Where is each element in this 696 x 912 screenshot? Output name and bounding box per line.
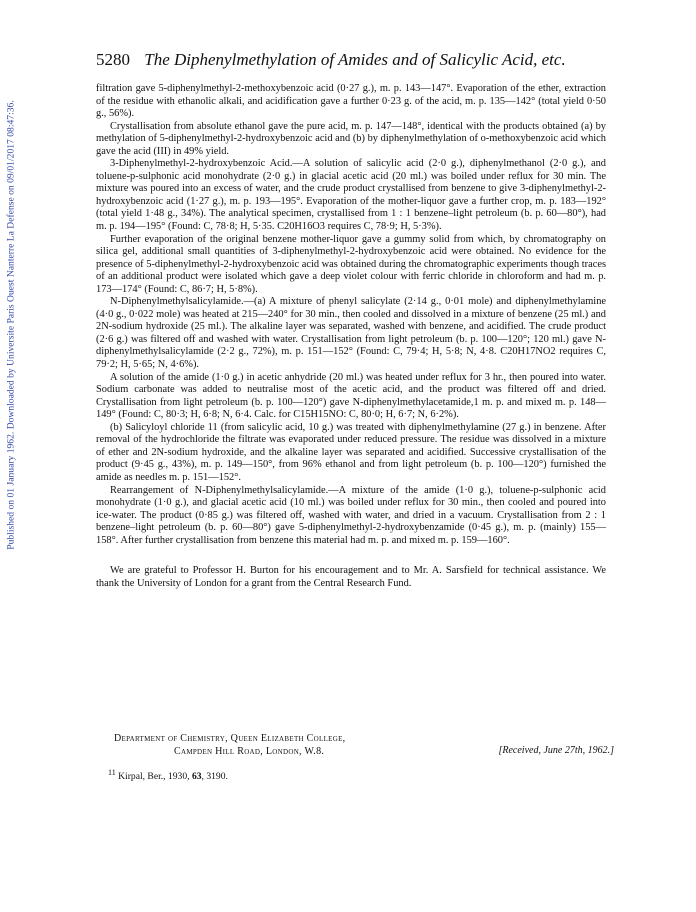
affiliation-line-2: Campden Hill Road, London, W.8. — [174, 745, 325, 757]
paragraph-3: 3-Diphenylmethyl-2-hydroxybenzoic Acid.—A solution of salicylic acid (2·0 g.), diphenylmethanol (2·0 g.), and toluene-p-sulphonic acid monohydrate (2·0 g.) in glacial acetic acid (20 ml.) was boiled under reflux for 30 min. The mixture was poured into an excess of water, and the crude product crystallised from benzene to give 3-diphenylmethyl-2-hydroxybenzoic acid (1·27 g.), m. p. 193—195°. Evaporation of the mother-liquor gave a further crop, m. p. 183—192° (total yield 1·48 g., 34%). The analytical specimen, crystallised from 1 : 1 benzene–light petroleum (b. p. 60—80°), had m. p. 194—195° (Found: C, 78·8; H, 5·35. C20H16O3 requires C, 78·9; H, 5·3%). — [96, 158, 606, 233]
running-title: The Diphenylmethylation of Amides and of Salicylic Acid, etc. — [144, 50, 566, 69]
paragraph-7: (b) Salicyloyl chloride 11 (from salicylic acid, 10 g.) was treated with diphenylmethylamine (27 g.) in benzene. After removal of the hydrochloride the filtrate was evaporated under reduced pressure. The residue was dissolved in a mixture of ether and 2N-sodium hydroxide, and the alkaline layer was separated and acidified. Successive crystallisation of the product (9·45 g., 43%), m. p. 149—150°, from 96% ethanol and from light petroleum (b. p. 100—120°) furnished the amide as needles m. p. 151—152°. — [96, 421, 606, 483]
paragraph-6: A solution of the amide (1·0 g.) in acetic anhydride (20 ml.) was heated under reflux for 3 hr., then poured into water. Sodium carbonate was added to neutralise most of the acetic acid, and the product was filtered off and dried. Crystallisation from light petroleum (b. p. 100—120°) gave N-diphenylmethylacetamide,1 m. p. and mixed m. p. 148—149° (Found: C, 80·3; H, 6·8; N, 6·4. Calc. for C15H15NO: C, 80·0; H, 6·7; N, 6·2%). — [96, 371, 606, 421]
acknowledgement: We are grateful to Professor H. Burton for his encouragement and to Mr. A. Sarsfield for technical assistance. We thank the University of London for a grant from the Central Research Fund. — [96, 565, 606, 589]
received-date: [Received, June 27th, 1962.] — [498, 745, 614, 756]
paragraph-8: Rearrangement of N-Diphenylmethylsalicylamide.—A mixture of the amide (1·0 g.), toluene-p-sulphonic acid monohydrate (1·0 g.), and glacial acetic acid (10 ml.) was boiled under reflux for 30 min., then cooled and poured into ice-water. The product (0·85 g.) was filtered off, washed with water, and dried in a vacuum. Crystallisation from 2 : 1 benzene–light petroleum (b. p. 60—80°) gave 5-diphenylmethyl-2-hydroxybenzamide (0·45 g.), m. p. (mainly) 155—158°. After further crystallisation from benzene this material had m. p. and mixed m. p. 159—160°. — [96, 484, 606, 546]
page-number: 5280 — [96, 50, 130, 69]
affiliation-block — [114, 733, 614, 758]
footnote — [108, 768, 228, 782]
footnote-pages: , 3190. — [201, 771, 228, 783]
affiliation-line-1: Department of Chemistry, Queen Elizabeth College, — [114, 733, 346, 744]
footnote-volume: 63 — [191, 771, 202, 783]
paragraph-2: Crystallisation from absolute ethanol gave the pure acid, m. p. 147—148°, identical with the products obtained (a) by methylation of 5-diphenylmethyl-2-hydroxybenzoic acid and (b) by diphenylmethylation of o-methoxybenzoic acid which gave the acid (III) in 49% yield. — [96, 120, 606, 157]
paragraph-4: Further evaporation of the original benzene mother-liquor gave a gummy solid from which, by chromatography on silica gel, additional small quantities of 3-diphenylmethyl-2-hydroxybenzoic acid were obtained. No evidence for the presence of 5-diphenylmethyl-2-hydroxybenzoic acid was obtained during the chromatographic experiments though traces of an additional product were isolated which gave a deep violet colour with ferric chloride in chloroform and had m. p. 173—174° (Found: C, 86·7; H, 5·8%). — [96, 233, 606, 295]
paragraph-1: filtration gave 5-diphenylmethyl-2-methoxybenzoic acid (0·27 g.), m. p. 143—147°. Evaporation of the ether, extraction of the residue with ethanolic alkali, and acidification gave a further 0·23 g. of the acid, m. p. 135—142° (total yield 0·50 g., 56%). — [96, 83, 606, 120]
download-watermark — [4, 40, 18, 610]
footnote-text: Kirpal, Ber., 1930, — [118, 771, 190, 783]
article-body — [96, 83, 606, 590]
paragraph-5: N-Diphenylmethylsalicylamide.—(a) A mixture of phenyl salicylate (2·14 g., 0·01 mole) and diphenylmethylamine (4·0 g., 0·022 mole) was heated at 215—240° for 30 min., then cooled and dissolved in a mixture of benzene (25 ml.) and 2N-sodium hydroxide (25 ml.). The alkaline layer was separated, washed with benzene, and acidified. The crude product (2·6 g.) was filtered off and washed with water. Crystallisation from light petroleum (b. p. 100—120°; 120 ml.) gave N-diphenylmethylsalicylamide (2·2 g., 72%), m. p. 151—152° (Found: C, 79·4; H, 5·8; N, 4·8. C20H17NO2 requires C, 79·2; H, 5·65; N, 4·6%). — [96, 296, 606, 371]
footnote-marker: 11 — [108, 768, 116, 777]
download-watermark-text: Published on 01 January 1962. Downloaded by Universite Paris Ouest Nanterre La Defense on 09/01/2017 08:47:36. — [5, 100, 17, 550]
running-header — [96, 50, 616, 70]
